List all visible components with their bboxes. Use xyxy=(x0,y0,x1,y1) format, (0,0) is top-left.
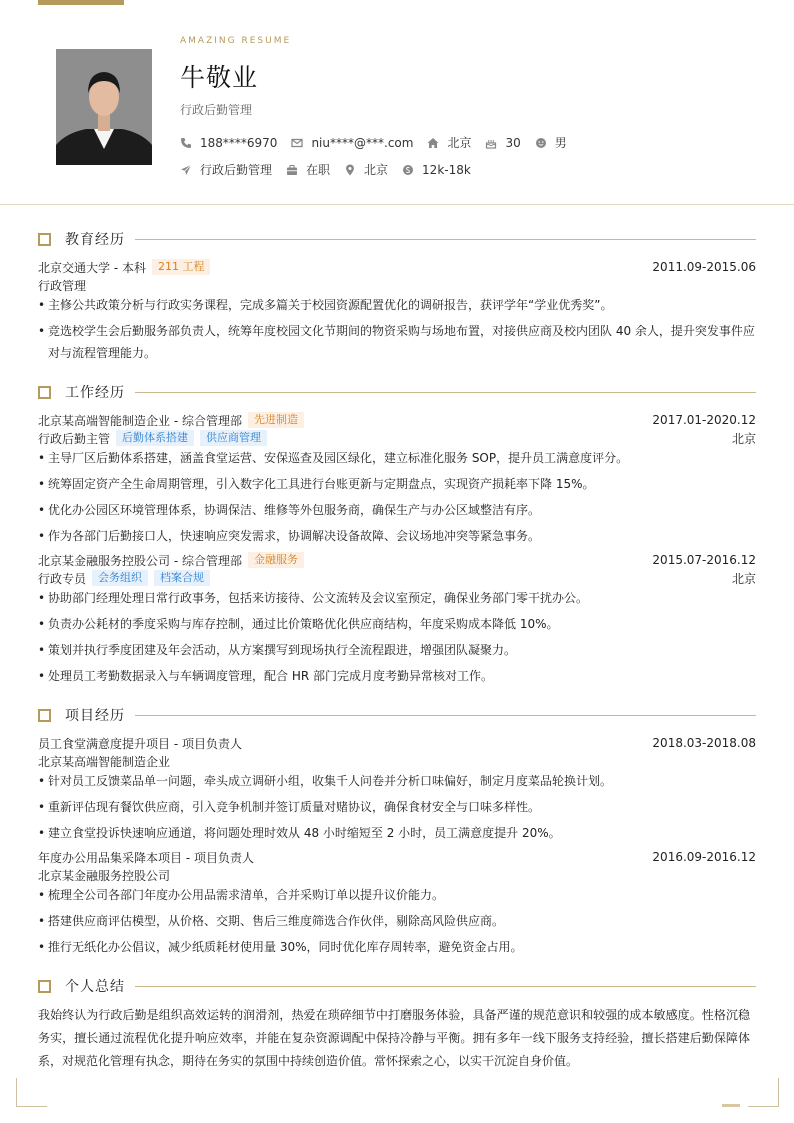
list-item: • 建立食堂投诉快速响应通道，将问题处理时效从 48 小时缩短至 2 小时，员工满意度提升 20%。 xyxy=(38,826,561,840)
list-item: • 主导厂区后勤体系搭建，涵盖食堂运营、安保巡查及园区绿化，建立标准化服务 SOP，提升员工满意度评分。 xyxy=(38,451,629,465)
education-major-row xyxy=(38,276,756,294)
phone-text: 188****6970 xyxy=(200,135,278,150)
project-date: 2018.03-2018.08 xyxy=(652,736,756,750)
list-item: • 策划并执行季度团建及年会活动，从方案撰写到现场执行全流程跟进，增强团队凝聚力。 xyxy=(38,643,517,657)
work-header-row xyxy=(38,551,756,569)
school-tag: 211 工程 xyxy=(152,259,211,275)
education-date: 2011.09-2015.06 xyxy=(652,260,756,274)
salary-item xyxy=(402,163,471,177)
company-tag: 金融服务 xyxy=(248,552,304,568)
job-title: 行政后勤管理 xyxy=(180,103,253,117)
section-divider xyxy=(135,392,756,393)
section-divider xyxy=(135,715,756,716)
section-square-icon xyxy=(38,709,51,722)
role: 行政后勤主管 xyxy=(38,431,111,446)
list-item: • 搭建供应商评估模型，从价格、交期、售后三维度筛选合作伙伴，剔除高风险供应商。 xyxy=(38,914,505,928)
list-item: • 协助部门经理处理日常行政事务，包括来访接待、公文流转及会议室预定，确保业务部门零干扰办公。 xyxy=(38,591,589,605)
section-divider xyxy=(135,986,756,987)
project-org-row xyxy=(38,752,756,770)
mail-icon xyxy=(291,137,303,149)
status-item xyxy=(286,161,330,178)
profile-photo xyxy=(56,49,152,165)
project-title: 年度办公用品集采降本项目 - 项目负责人 xyxy=(38,850,254,865)
project-org: 北京某金融服务控股公司 xyxy=(38,868,171,883)
work-city: 北京 xyxy=(731,431,756,446)
work-section-heading xyxy=(38,382,756,402)
list-item: • 竞选校学生会后勤服务部负责人，统筹年度校园文化节期间的物资采购与场地布置，对接供应商及校内团队 40 余人，提升突发事件应对与流程管理能力。 xyxy=(38,324,755,360)
company-line: 北京某金融服务控股公司 - 综合管理部 xyxy=(38,553,242,568)
list-item: • 重新评估现有餐饮供应商，引入竞争机制并签订质量对赌协议，确保食材安全与口味多样性。 xyxy=(38,800,541,814)
role: 行政专员 xyxy=(38,571,87,586)
phone-icon xyxy=(180,137,192,149)
section-square-icon xyxy=(38,980,51,993)
email-text: niu****@***.com xyxy=(311,135,414,150)
education-section-heading xyxy=(38,229,756,249)
top-accent-bar xyxy=(38,0,124,5)
corner-decoration-right xyxy=(748,1078,779,1107)
role-tag: 供应商管理 xyxy=(200,430,267,446)
role-tag: 会务组织 xyxy=(92,570,148,586)
list-item: • 优化办公园区环境管理体系，协调保洁、维修等外包服务商，确保生产与办公区域整洁有序。 xyxy=(38,503,541,517)
home-icon xyxy=(427,137,439,149)
list-item: • 负责办公耗材的季度采购与库存控制，通过比价策略优化供应商结构，年度采购成本降低 10%。 xyxy=(38,617,559,631)
target-city-item xyxy=(344,161,388,178)
work-role-row xyxy=(38,429,756,447)
project-title: 员工食堂满意度提升项目 - 项目负责人 xyxy=(38,736,242,751)
role-tag: 后勤体系搭建 xyxy=(116,430,194,446)
section-title: 个人总结 xyxy=(65,979,125,995)
project-header-row xyxy=(38,734,756,752)
target-role-item xyxy=(180,161,272,178)
intent-row xyxy=(180,161,485,178)
section-square-icon xyxy=(38,386,51,399)
major: 行政管理 xyxy=(38,278,87,293)
list-item: • 主修公共政策分析与行政实务课程，完成多篇关于校园资源配置优化的调研报告，获评学年“学业优秀奖”。 xyxy=(38,298,613,312)
age-text: 30 xyxy=(505,135,521,150)
phone-item xyxy=(180,136,277,150)
user-face-icon xyxy=(535,137,547,149)
list-item: • 处理员工考勤数据录入与车辆调度管理，配合 HR 部门完成月度考勤异常核对工作。 xyxy=(38,669,493,683)
work-role-row xyxy=(38,569,756,587)
work-header-row xyxy=(38,411,756,429)
candidate-name: 牛敬业 xyxy=(180,63,259,92)
section-title: 教育经历 xyxy=(65,232,125,248)
location-pin-icon xyxy=(344,164,356,176)
gender-text: 男 xyxy=(554,136,567,150)
list-item: • 作为各部门后勤接口人，快速响应突发需求，协调解决设备故障、会议场地冲突等紧急事务。 xyxy=(38,529,541,543)
brand-label: AMAZING RESUME xyxy=(180,36,292,46)
footer-dash xyxy=(722,1104,740,1107)
list-item: • 针对员工反馈菜品单一问题，牵头成立调研小组，收集千人问卷并分析口味偏好，制定月度菜品轮换计划。 xyxy=(38,774,613,788)
contact-row xyxy=(180,134,581,151)
section-square-icon xyxy=(38,233,51,246)
briefcase-icon xyxy=(286,164,298,176)
project-org-row xyxy=(38,866,756,884)
company-tag: 先进制造 xyxy=(248,412,304,428)
header-divider xyxy=(0,204,794,205)
location-text: 北京 xyxy=(447,136,472,150)
education-header-row xyxy=(38,258,756,276)
list-item: • 统筹固定资产全生命周期管理，引入数字化工具进行台账更新与定期盘点，实现资产损耗率下降 15%。 xyxy=(38,477,595,491)
company-line: 北京某高端智能制造企业 - 综合管理部 xyxy=(38,413,242,428)
school-line: 北京交通大学 - 本科 xyxy=(38,260,146,275)
work-city: 北京 xyxy=(731,571,756,586)
paper-plane-icon xyxy=(180,164,192,176)
section-divider xyxy=(135,239,756,240)
corner-decoration-left xyxy=(16,1078,47,1107)
list-item: • 推行无纸化办公倡议，减少纸质耗材使用量 30%，同时优化库存周转率，避免资金占用。 xyxy=(38,940,523,954)
cake-icon xyxy=(485,137,497,149)
list-item: • 梳理全公司各部门年度办公用品需求清单，合并采购订单以提升议价能力。 xyxy=(38,888,445,902)
target-role-text: 行政后勤管理 xyxy=(200,163,273,177)
project-header-row xyxy=(38,848,756,866)
projects-section-heading xyxy=(38,705,756,725)
summary-text: 我始终认为行政后勤是组织高效运转的润滑剂，热爱在琐碎细节中打磨服务体验，具备严谨的规范意识和较强的成本敏感度。性格沉稳务实，擅长通过流程优化提升响应效率，并能在复杂资源调配中保持冷静与平衡。拥有多年一线下服务支持经验，擅长搭建后勤保障体系，对规范化管理有执念，期待在务实的氛围中持续创造价值。常怀探索之心，以实干沉淀自身价值。 xyxy=(38,1008,750,1068)
gender-item xyxy=(535,134,567,151)
location-item xyxy=(427,134,471,151)
work-date: 2015.07-2016.12 xyxy=(652,553,756,567)
section-title: 项目经历 xyxy=(65,708,125,724)
target-city-text: 北京 xyxy=(364,163,389,177)
project-org: 北京某高端智能制造企业 xyxy=(38,754,171,769)
email-item xyxy=(291,136,413,150)
summary-section-heading xyxy=(38,976,756,996)
work-date: 2017.01-2020.12 xyxy=(652,413,756,427)
section-title: 工作经历 xyxy=(65,385,125,401)
project-date: 2016.09-2016.12 xyxy=(652,850,756,864)
status-text: 在职 xyxy=(306,163,331,177)
money-icon xyxy=(402,164,414,176)
salary-text: 12k-18k xyxy=(422,162,471,177)
role-tag: 档案合规 xyxy=(154,570,210,586)
age-item xyxy=(485,136,520,150)
